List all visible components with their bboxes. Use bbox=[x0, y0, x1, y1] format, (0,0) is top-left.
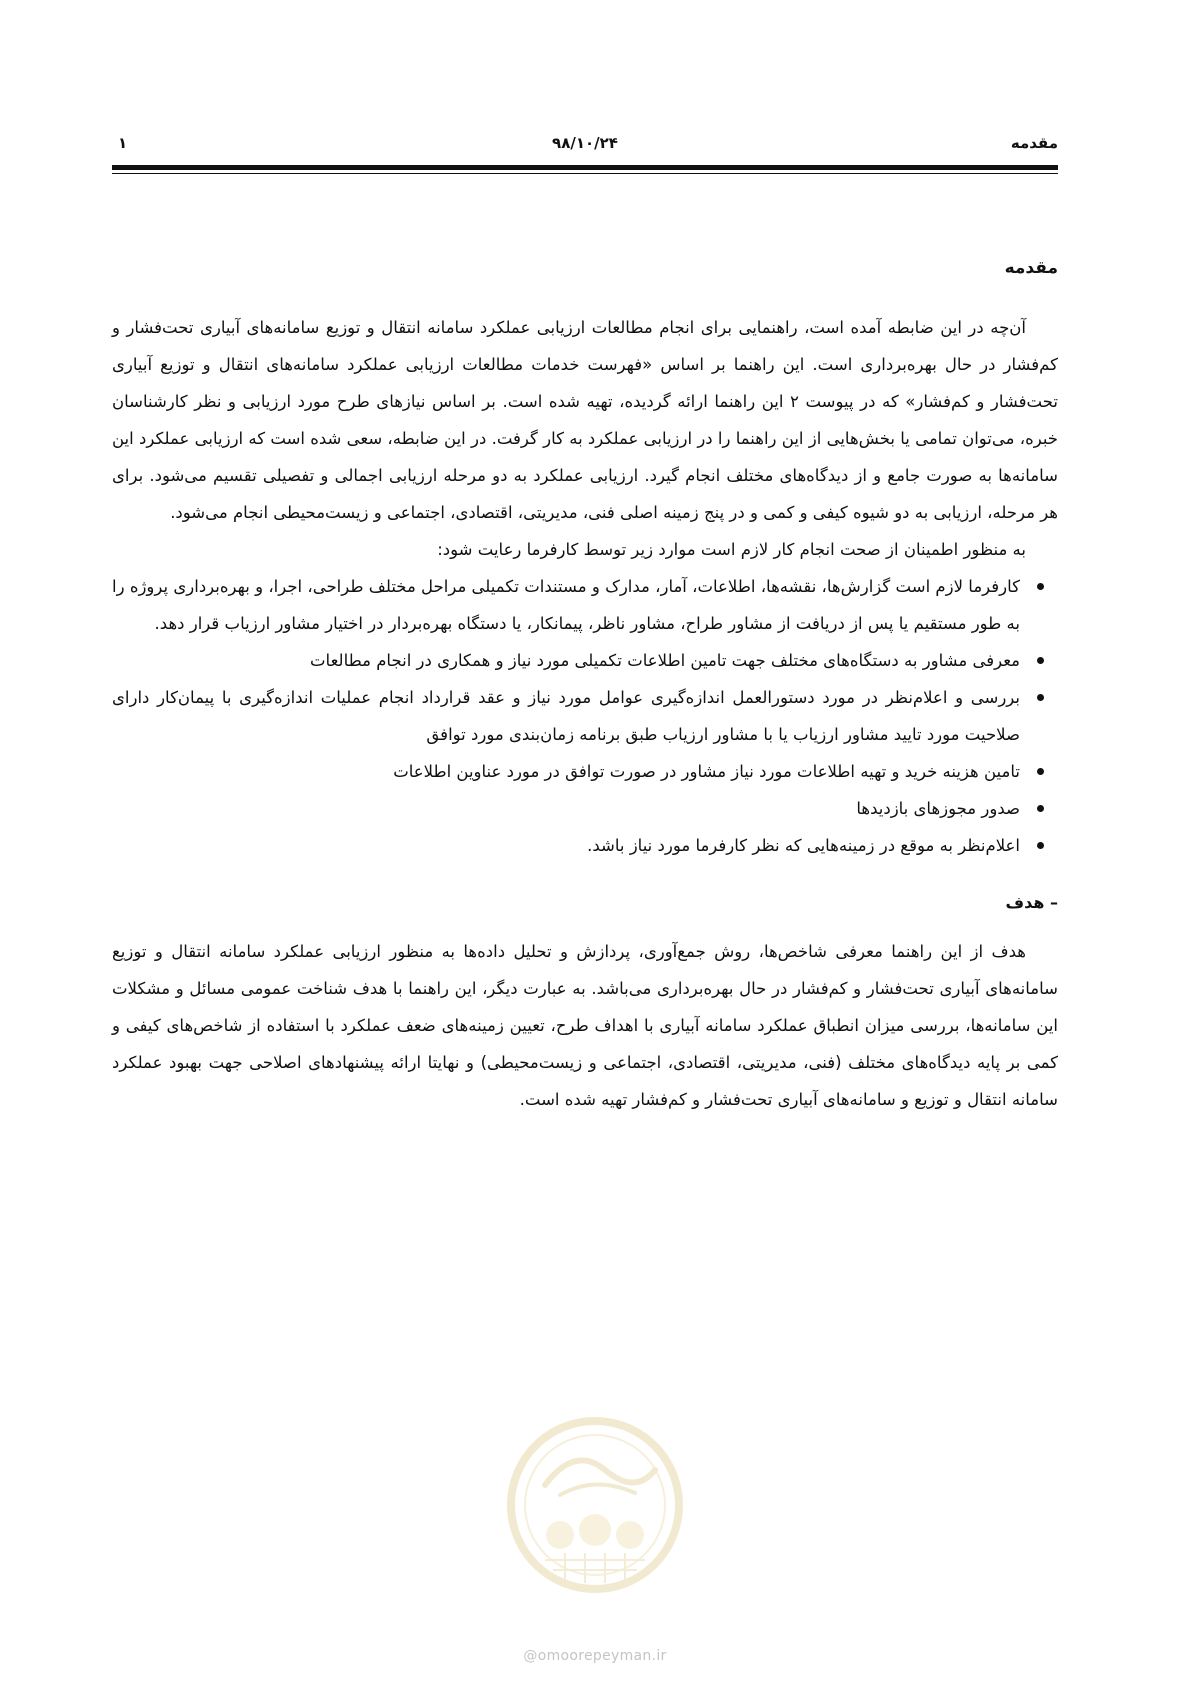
bullet-icon bbox=[1037, 694, 1044, 701]
list-item-text: معرفی مشاور به دستگاه‌های مختلف جهت تامین اطلاعات تکمیلی مورد نیاز و همکاری در انجام مطالعات bbox=[310, 651, 1020, 670]
bullet-icon bbox=[1037, 842, 1044, 849]
list-item-text: صدور مجوزهای بازدیدها bbox=[856, 799, 1020, 818]
section-title-objective: – هدف bbox=[1005, 893, 1058, 912]
watermark-logo-icon bbox=[505, 1415, 685, 1595]
requirements-list bbox=[112, 568, 1058, 864]
list-item-text: تامین هزینه خرید و تهیه اطلاعات مورد نیاز مشاور در صورت توافق در مورد عناوین اطلاعات bbox=[393, 762, 1020, 781]
page-header bbox=[112, 130, 1058, 158]
list-item bbox=[112, 827, 1020, 864]
header-rule-thick bbox=[112, 165, 1058, 170]
bullet-icon bbox=[1037, 583, 1044, 590]
header-title: مقدمه bbox=[1010, 134, 1058, 152]
list-item bbox=[112, 642, 1020, 679]
watermark-url: @omoorepeyman.ir bbox=[523, 1648, 667, 1664]
list-item-text: بررسی و اعلام‌نظر در مورد دستورالعمل اندازه‌گیری عوامل مورد نیاز و عقد قرارداد انجام عملیات اندازه‌گیری با پیمان‌کار دارای صلاحیت مورد تایید مشاور ارزیاب یا با مشاور ارزیاب طبق برنامه زمان‌بندی مورد توافق bbox=[112, 688, 1020, 744]
bullet-icon bbox=[1037, 805, 1044, 812]
page-number: ۱ bbox=[118, 134, 128, 152]
header-date: ۹۸/۱۰/۲۴ bbox=[552, 134, 618, 152]
requirements-intro: به منظور اطمینان از صحت انجام کار لازم است موارد زیر توسط کارفرما رعایت شود: bbox=[437, 540, 1026, 559]
section-title-introduction: مقدمه bbox=[1004, 258, 1058, 278]
intro-paragraph: آن‌چه در این ضابطه آمده است، راهنمایی برای انجام مطالعات ارزیابی عملکرد سامانه انتقال و توزیع سامانه‌های آبیاری تحت‌فشار و کم‌فشار در حال بهره‌برداری است. این راهنما بر اساس «فهرست خدمات مطالعات ارزیابی عملکرد سامانه‌های انتقال و توزیع آبیاری تحت‌فشار و کم‌فشار» که در پیوست ۲ این راهنما ارائه گردیده، تهیه شده است. بر اساس نیازهای طرح مورد ارزیابی و نظر کارشناسان خبره، می‌توان تمامی یا بخش‌هایی از این راهنما را در ارزیابی عملکرد به کار گرفت. در این ضابطه، سعی شده است که ارزیابی عملکرد این سامانه‌ها به صورت جامع و از دیدگاه‌های مختلف انجام گیرد. ارزیابی عملکرد به دو مرحله ارزیابی اجمالی و تفصیلی تقسیم می‌شود. برای هر مرحله، ارزیابی به دو شیوه کیفی و کمی و در پنج زمینه اصلی فنی، مدیریتی، اقتصادی، اجتماعی و زیست‌محیطی انجام می‌شود. bbox=[112, 318, 1058, 522]
header-rule-thin bbox=[112, 173, 1058, 174]
list-item-text: اعلام‌نظر به موقع در زمینه‌هایی که نظر کارفرما مورد نیاز باشد. bbox=[587, 836, 1020, 855]
page-content bbox=[112, 250, 1058, 1118]
list-item bbox=[112, 753, 1020, 790]
list-item bbox=[112, 790, 1020, 827]
list-item bbox=[112, 568, 1020, 642]
objective-paragraph: هدف از این راهنما معرفی شاخص‌ها، روش جمع‌آوری، پردازش و تحلیل داده‌ها به منظور ارزیابی عملکرد سامانه انتقال و توزیع سامانه‌های آبیاری تحت‌فشار و کم‌فشار در حال بهره‌برداری می‌باشد. به عبارت دیگر، این راهنما با هدف شناخت عمومی مسائل و مشکلات این سامانه‌ها، بررسی میزان انطباق عملکرد سامانه آبیاری با اهداف طرح، تعیین زمینه‌های ضعف عملکرد با استفاده از شاخص‌های کیفی و کمی بر پایه دیدگاه‌های مختلف (فنی، مدیریتی، اقتصادی، اجتماعی و زیست‌محیطی) و نهایتا ارائه پیشنهادهای اصلاحی جهت بهبود عملکرد سامانه انتقال و توزیع و سامانه‌های آبیاری تحت‌فشار و کم‌فشار تهیه شده است. bbox=[112, 942, 1058, 1109]
bullet-icon bbox=[1037, 768, 1044, 775]
list-item bbox=[112, 679, 1020, 753]
bullet-icon bbox=[1037, 657, 1044, 664]
list-item-text: کارفرما لازم است گزارش‌ها، نقشه‌ها، اطلاعات، آمار، مدارک و مستندات تکمیلی مراحل مختلف طراحی، اجرا، و بهره‌برداری پروژه را به طور مستقیم یا پس از دریافت از مشاور طراح، مشاور ناظر، پیمانکار، یا دستگاه بهره‌بردار در اختیار مشاور ارزیاب قرار دهد. bbox=[112, 577, 1020, 633]
